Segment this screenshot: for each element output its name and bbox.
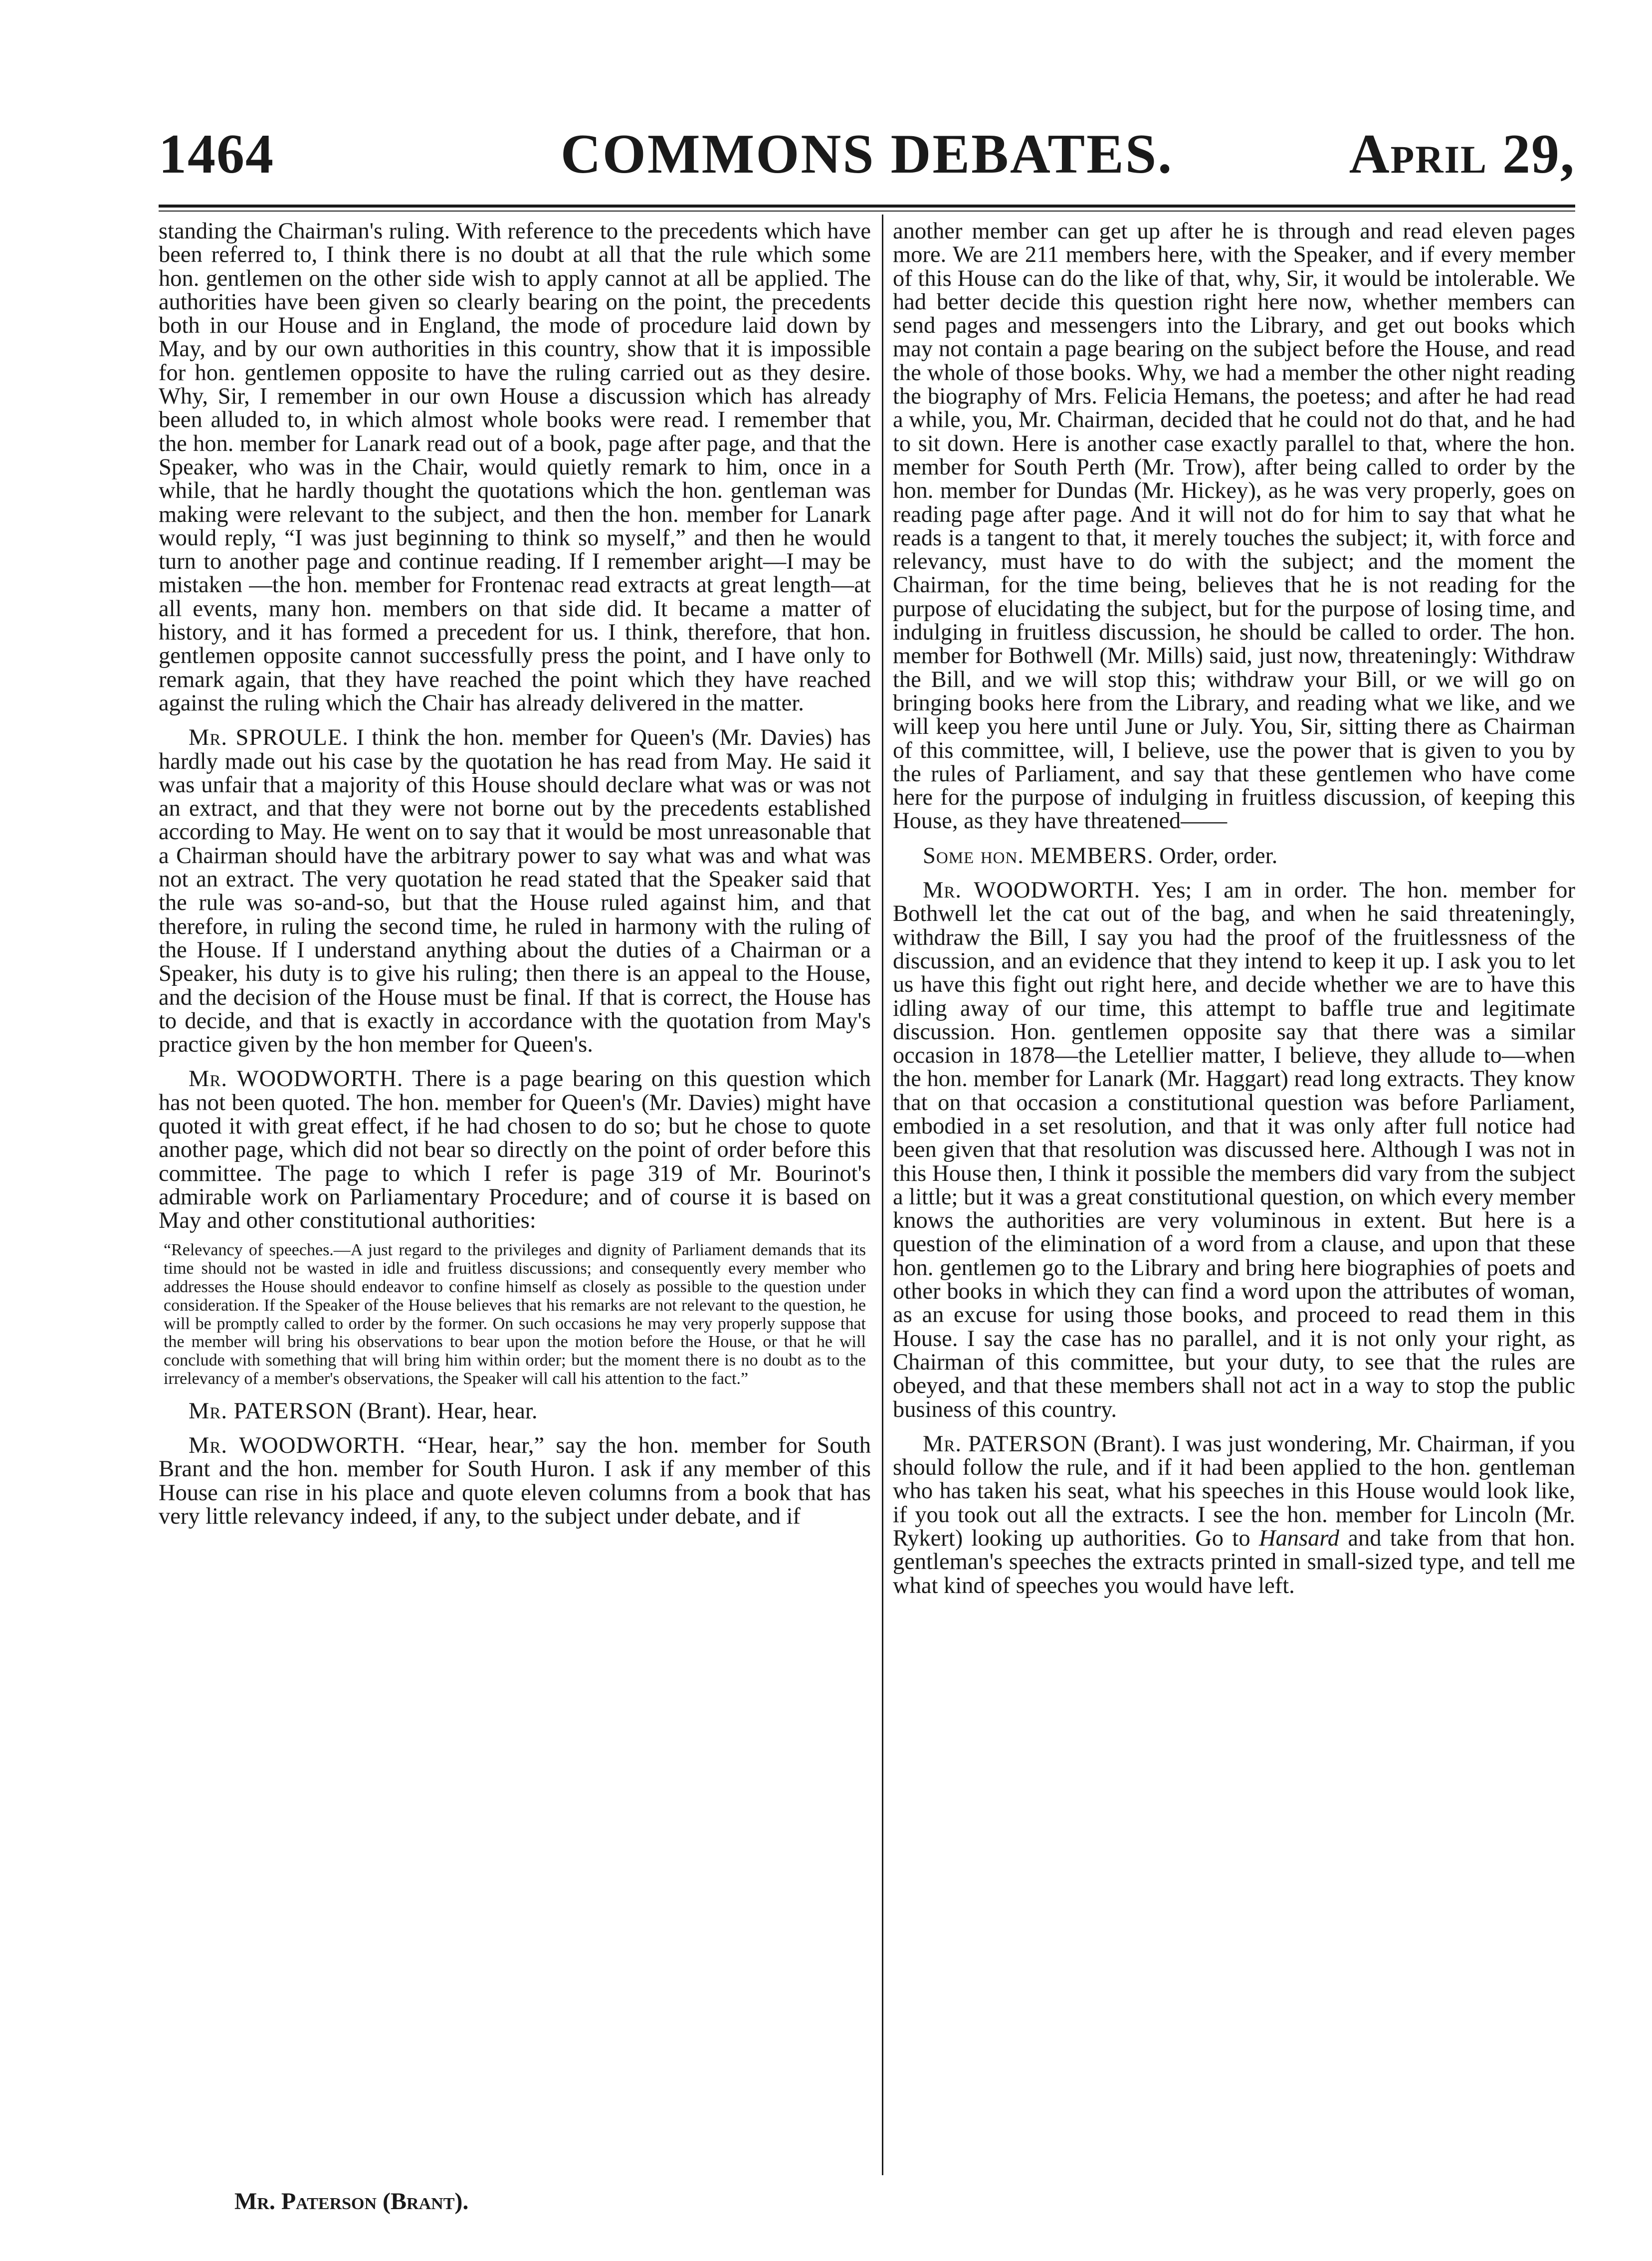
speech-text: There is a page bearing on this question which has not been quoted. The hon. member for Queen's (Mr. Davies) might have quoted it with great effect, if he had chosen to do so; but he chose to quote another page, which did not bear so directly on the point of order before this committee. The page to which I refer is page 319 of Mr. Bourinot's admirable work on Parliamentary Procedure; and of course it is based on May and other constitutional authorities: [159, 1066, 871, 1234]
speech-text: (Brant). I was just wondering, Mr. Chairman, if you should follow the rule, and if it had been applied to the hon. gentleman who has taken his seat, what his speeches in this House would look like, if you took out all the extracts. I see the hon. member for Lincoln (Mr. Rykert) looking up authorities. Go to [893, 1431, 1575, 1552]
right-column [893, 220, 1575, 2175]
speaker-name: Mr. WOODWORTH. [923, 878, 1141, 904]
page-title: COMMONS DEBATES. [560, 123, 1174, 185]
catchline: Mr. Paterson (Brant). [234, 2188, 469, 2215]
paragraph [893, 1432, 1575, 1597]
speaker-name: Mr. PATERSON [189, 1398, 353, 1424]
page-date: April 29, [1349, 123, 1575, 185]
page-number: 1464 [159, 123, 274, 185]
speech-text: I think the hon. member for Queen's (Mr. Davies) has hardly made out his case by the quotation he has read from May. He said it was unfair that a majority of this House should declare what was or was not an extract, and that they were not borne out by the precedents established according to May. He went on to say that it would be most unreasonable that a Chairman should have the arbitrary power to say what was and what was not an extract. The very quotation he read stated that the Speaker said that the rule was so-and-so, but that the House ruled against him, and that therefore, in ruling the second time, he ruled in harmony with the ruling of the House. If I understand anything about the duties of a Chairman or a Speaker, his duty is to give his ruling; then there is an appeal to the House, and the decision of the House must be final. If that is correct, the House has to decide, and that is exactly in accordance with the quotation from May's practice given by the hon member for Queen's. [159, 725, 871, 1058]
paragraph [159, 1399, 871, 1423]
column-divider [882, 215, 883, 2175]
speech-text: “Hear, hear,” say the hon. member for South Brant and the hon. member for South Huron. I ask if any member of this House can rise in his place and quote eleven columns from a book that has very little relevancy indeed, if any, to the subject under debate, and if [159, 1433, 871, 1530]
speaker-name: Mr. SPROULE. [189, 725, 349, 751]
paragraph: another member can get up after he is through and read eleven pages more. We are 211 members here, with the Speaker, and if every member of this House can do the like of that, why, Sir, it would be intolerable. We had better decide this question right here now, whether members can send pages and messengers into the Library, and get out books which may not contain a page bearing on the subject before the House, and read the whole of those books. Why, we had a member the other night reading the biography of Mrs. Felicia Hemans, the poetess; and after he had read a while, you, Mr. Chairman, decided that he could not do that, and he had to sit down. Here is another case exactly parallel to that, where the hon. member for South Perth (Mr. Trow), after being called to order by the hon. member for Dundas (Mr. Hickey), as he was very properly, goes on reading page after page. And it will not do for him to say that what he reads is a tangent to that, it merely touches the subject; it, with force and relevancy, must have to do with the subject; and the moment the Chairman, for the time being, believes that he is not reading for the purpose of elucidating the subject, but for the purpose of losing time, and indulging in fruitless discussion, he should be called to order. The hon. member for Bothwell (Mr. Mills) said, just now, threateningly: Withdraw the Bill, and we will stop this; withdraw your Bill, or we will go on bringing books here from the Library, and reading what we like, and we will keep you here until June or July. You, Sir, sitting there as Chairman of this committee, will, I believe, use the power that is given to you by the rules of Parliament, and say that these gentlemen who have come here for the purpose of indulging in fruitless discussion, of keeping this House, as they have threatened—— [893, 220, 1575, 834]
paragraph [893, 844, 1575, 868]
header-rule [159, 205, 1575, 208]
speaker-name: Some hon. MEMBERS. [923, 843, 1154, 869]
paragraph [893, 879, 1575, 1421]
speaker-name: Mr. WOODWORTH. [189, 1066, 404, 1092]
speech-text: (Brant). Hear, hear. [359, 1398, 538, 1424]
speaker-name: Mr. PATERSON [923, 1431, 1087, 1457]
page-header [159, 117, 1575, 192]
speech-text: and take from that hon. gentleman's speeches the extracts printed in small-sized type, and tell me what kind of speeches you would have left. [893, 1526, 1575, 1598]
left-column [159, 220, 871, 2175]
speech-text: Order, order. [1159, 843, 1278, 869]
paragraph: standing the Chairman's ruling. With reference to the precedents which have been referred to, I think there is no doubt at all that the rule which some hon. gentlemen on the other side wish to apply cannot at all be applied. The authorities have been given so clearly bearing on the point, the precedents both in our House and in England, the mode of procedure laid down by May, and by our own authorities in this country, show that it is impossible for hon. gentlemen opposite to have the ruling carried out as they desire. Why, Sir, I remember in our own House a discussion which has already been alluded to, in which almost whole books were read. I remember that the hon. member for Lanark read out of a book, page after page, and that the Speaker, who was in the Chair, would quietly remark to him, once in a while, that he hardly thought the quotations which the hon. gentleman was making were relevant to the subject, and then the hon. member for Lanark would reply, “I was just beginning to think so myself,” and then he would turn to another page and continue reading. If I remember aright—I may be mistaken —the hon. member for Frontenac read extracts at great length—at all events, many hon. members on that side did. It became a matter of history, and it has formed a precedent for us. I think, therefore, that hon. gentlemen opposite cannot successfully press the point, and I have only to remark again, that they have reached the point which they have reached against the ruling which the Chair has already delivered in the matter. [159, 220, 871, 716]
header-rule-thin [159, 211, 1575, 212]
paragraph [159, 1434, 871, 1528]
hansard-reference: Hansard [1258, 1526, 1340, 1552]
paragraph [159, 726, 871, 1056]
speech-text: Yes; I am in order. The hon. member for Bothwell let the cat out of the bag, and when he said threateningly, withdraw the Bill, I say you had the proof of the fruitlessness of the discussion, and an evidence that they intend to keep it up. I ask you to let us have this fight out right here, and decide whether we are to have this idling away of our time, this attempt to baffle true and legitimate discussion. Hon. gentlemen opposite say that there was a similar occasion in 1878—the Letellier matter, I believe, they allude to—when the hon. member for Lanark (Mr. Haggart) read long extracts. They know that on that occasion a constitutional question was before Parliament, embodied in a set resolution, and that it was only after full notice had been given that that resolution was discussed here. Although I was not in this House then, I think it possible the members did vary from the subject a little; but it was a great constitutional question, on which every member knows the authorities are very voluminous in extent. But here is a question of the elimination of a word from a clause, and upon that these hon. gentlemen go to the Library and bring here biographies of poets and other books in which they can find a word upon the attributes of woman, as an excuse for using those books, and proceed to read them in this House. I say the case has no parallel, and it is not only your right, as Chairman of this committee, but your duty, to see that the rules are obeyed, and that these members shall not act in a way to stop the public business of this country. [893, 878, 1575, 1422]
block-quote: “Relevancy of speeches.—A just regard to the privileges and dignity of Parliament demands that its time should not be wasted in idle and fruitless discussions; and consequently every member who addresses the House should endeavor to confine himself as closely as possible to the question under consideration. If the Speaker of the House believes that his remarks are not relevant to the question, he will be promptly called to order by the former. On such occasions he may very properly suppose that the member will bring his observations to bear upon the motion before the House, or that he will conclude with something that will bring him within order; but the moment there is no doubt as to the irrelevancy of a member's observations, the Speaker will call his attention to the fact.” [164, 1241, 866, 1388]
paragraph [159, 1067, 871, 1232]
speaker-name: Mr. WOODWORTH. [189, 1433, 406, 1459]
